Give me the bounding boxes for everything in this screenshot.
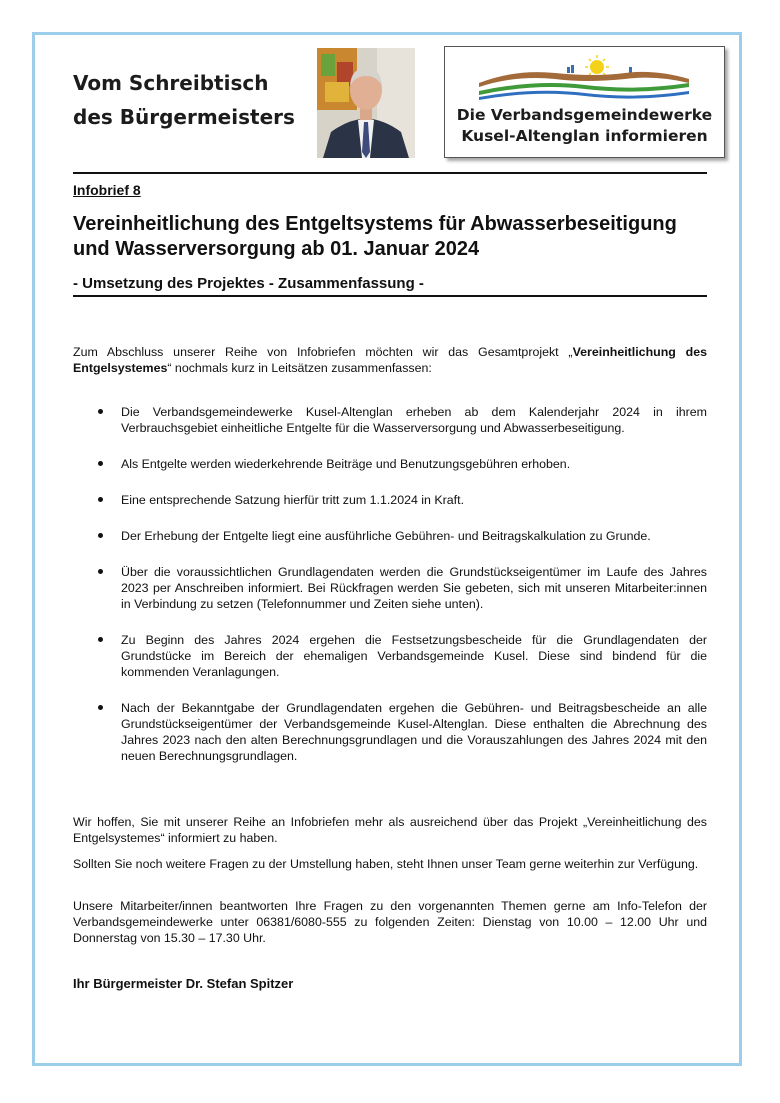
bullet-dot <box>98 637 103 642</box>
list-item-text: Zu Beginn des Jahres 2024 ergehen die Festsetzungsbescheide für die Grundlagendaten der Grundstücke im Bereich der ehemaligen Verbandsgemeinde Kusel. Diese sind bindend für die kommenden Veranlagungen. <box>121 633 707 679</box>
list-item-text: Als Entgelte werden wiederkehrende Beiträge und Benutzungsgebühren erhoben. <box>121 457 571 471</box>
mayor-photo <box>317 48 415 158</box>
header-title-line1: Vom Schreibtisch <box>73 71 269 95</box>
list-item-text: Eine entsprechende Satzung hierfür tritt zum 1.1.2024 in Kraft. <box>121 493 465 507</box>
intro-text-after: “ nochmals kurz in Leitsätzen zusammenfassen: <box>167 361 432 375</box>
document-title <box>73 212 713 262</box>
utility-logo-box <box>444 46 725 158</box>
bullet-dot <box>98 461 103 466</box>
bullet-dot <box>98 409 103 414</box>
mayor-portrait-image <box>317 48 415 158</box>
logo-text-line1: Die Verbandsgemeindewerke <box>456 106 713 124</box>
infobrief-label: Infobrief 8 <box>73 182 141 198</box>
header-divider <box>73 172 707 174</box>
logo-text <box>445 105 724 147</box>
document-title-line1: Vereinheitlichung des Entgeltsystems für Abwasserbeseitigung <box>73 213 677 235</box>
intro-paragraph <box>73 344 707 376</box>
bullet-dot <box>98 497 103 502</box>
document-subtitle: - Umsetzung des Projektes - Zusammenfassung - <box>73 275 424 292</box>
logo-text-line2: Kusel-Altenglan informieren <box>461 127 708 145</box>
title-divider <box>73 295 707 297</box>
closing-paragraph-3: Unsere Mitarbeiter/innen beantworten Ihre Fragen zu den vorgenannten Themen gerne am Info-Telefon der Verbandsgemeindewerke unter 06381/6080-555 zu folgenden Zeiten: Dienstag von 10.00 – 12.00 Uhr und Donnerstag von 15.30 – 17.30 Uhr. <box>73 899 707 945</box>
intro-text-before: Zum Abschluss unserer Reihe von Infobriefen möchten wir das Gesamtprojekt „ <box>73 345 573 359</box>
closing-paragraph-2: Sollten Sie noch weitere Fragen zu der Umstellung haben, steht Ihnen unser Team gerne weiterhin zur Verfügung. <box>73 857 699 871</box>
closing-paragraph-1: Wir hoffen, Sie mit unserer Reihe an Infobriefen mehr als ausreichend über das Projekt „Vereinheitlichung des Entgelsystemes“ informiert zu haben. <box>73 815 707 845</box>
header-title-line2: des Bürgermeisters <box>73 105 295 129</box>
document-title-line2: und Wasserversorgung ab 01. Januar 2024 <box>73 238 480 260</box>
list-item-text: Die Verbandsgemeindewerke Kusel-Altenglan erheben ab dem Kalenderjahr 2024 in ihrem Verbrauchsgebiet einheitliche Entgelte für die Wasserversorgung und Abwasserbeseitigung. <box>121 405 707 435</box>
bullet-dot <box>98 533 103 538</box>
header-title <box>73 66 295 134</box>
intro-text-bold: Vereinheitlichung des Entgelsystemes <box>73 345 707 375</box>
signature: Ihr Bürgermeister Dr. Stefan Spitzer <box>73 976 294 991</box>
landscape-sun-logo-icon <box>475 53 695 103</box>
list-item-text: Der Erhebung der Entgelte liegt eine ausführliche Gebühren- und Beitragskalkulation zu Grunde. <box>121 529 651 543</box>
bullet-dot <box>98 569 103 574</box>
bullet-dot <box>98 705 103 710</box>
list-item-text: Nach der Bekanntgabe der Grundlagendaten ergehen die Gebühren- und Beitragsbescheide an alle Grundstückseigentümer der Verbandsgemeinde Kusel-Altenglan. Diese enthalten die Abrechnung des Jahres 2023 nach den alten Berechnungsgrundlagen und die Vorauszahlungen des Jahres 2024 mit den neuen Berechnungsgrundlagen. <box>121 701 707 763</box>
list-item-text: Über die voraussichtlichen Grundlagendaten werden die Grundstückseigentümer im Laufe des Jahres 2023 per Anschreiben informiert. Bei Rückfragen werden Sie gebeten, sich mit unseren Mitarbeiter:innen in Verbindung zu setzen (Telefonnummer und Zeiten siehe unten). <box>121 565 707 611</box>
